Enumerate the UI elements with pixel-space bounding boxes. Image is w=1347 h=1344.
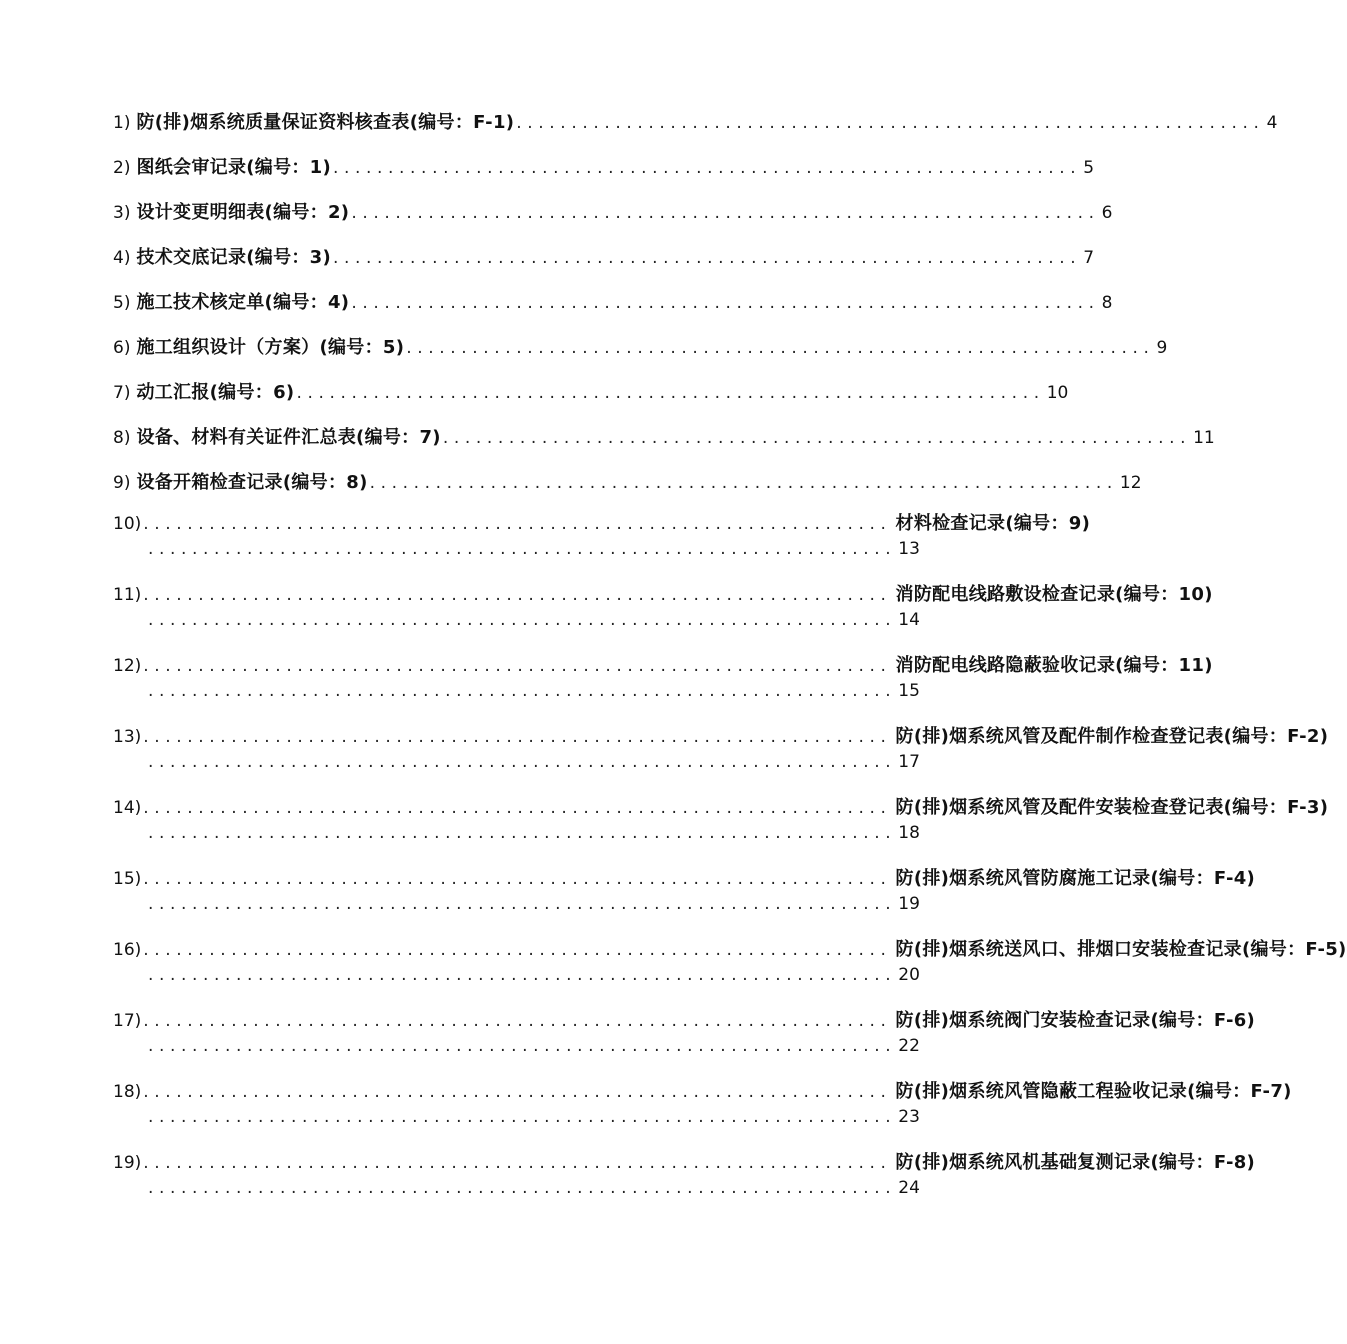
dot-leader: .................................................................... [143,1153,892,1173]
dot-leader: .................................................................... [143,1082,892,1102]
toc-entry-number: 3) [113,203,131,223]
dot-leader: .................................................................... [351,203,1100,223]
toc-entry-number: 9) [113,473,131,493]
dot-leader: .................................................................... [148,965,897,985]
dot-leader: .................................................................... [351,293,1100,313]
toc-entry-title: 防(排)烟系统送风口、排烟口安装检查记录(编号：F-5) [895,939,1347,960]
toc-entry-number: 16) [113,940,142,960]
toc-entry-title: 消防配电线路敷设检查记录(编号：10) [895,584,1213,605]
toc-entry[interactable] [113,419,1215,464]
toc-entry[interactable] [113,793,1329,864]
toc-entry[interactable] [113,864,1256,935]
toc-entry-number: 8) [113,428,131,448]
dot-leader: .................................................................... [148,1178,897,1198]
toc-entry[interactable] [113,149,1095,194]
toc-entry-number: 14) [113,798,142,818]
toc-entry[interactable] [113,580,1213,651]
toc-entry-page: 19 [898,894,920,914]
toc-entry-page: 23 [898,1107,920,1127]
toc-entry-number: 12) [113,656,142,676]
toc-entry-page: 20 [898,965,920,985]
toc-entry-page: 9 [1156,338,1168,358]
toc-entry-number: 10) [113,514,142,534]
toc-entry-number: 2) [113,158,131,178]
table-of-contents [113,104,1347,1219]
toc-entry-number: 13) [113,727,142,747]
toc-entry-title: 防(排)烟系统阀门安装检查记录(编号：F-6) [895,1010,1256,1031]
dot-leader: .................................................................... [143,585,892,605]
toc-entry[interactable] [113,374,1069,419]
toc-entry-title: 防(排)烟系统风管防腐施工记录(编号：F-4) [895,868,1256,889]
dot-leader: .................................................................... [148,1107,897,1127]
toc-entry[interactable] [113,104,1278,149]
toc-entry-page: 6 [1101,203,1113,223]
toc-entry-page: 5 [1083,158,1095,178]
toc-entry-page: 13 [898,539,920,559]
dot-leader: .................................................................... [369,473,1118,493]
dot-leader: .................................................................... [143,798,892,818]
toc-entry-title: 施工组织设计（方案）(编号：5) [136,337,405,358]
toc-entry[interactable] [113,329,1168,374]
dot-leader: .................................................................... [406,338,1155,358]
toc-entry-title: 防(排)烟系统风管隐蔽工程验收记录(编号：F-7) [895,1081,1292,1102]
toc-entry[interactable] [113,464,1142,509]
toc-entry-title: 防(排)烟系统质量保证资料核查表(编号：F-1) [136,112,515,133]
dot-leader: .................................................................... [143,1011,892,1031]
toc-entry-number: 18) [113,1082,142,1102]
dot-leader: .................................................................... [148,610,897,630]
dot-leader: .................................................................... [148,752,897,772]
toc-entry-page: 11 [1193,428,1215,448]
toc-entry[interactable] [113,509,1091,580]
dot-leader: .................................................................... [143,940,892,960]
toc-entry-title: 防(排)烟系统风管及配件安装检查登记表(编号：F-3) [895,797,1329,818]
toc-entry[interactable] [113,722,1329,793]
toc-entry-page: 22 [898,1036,920,1056]
dot-leader: .................................................................... [148,1036,897,1056]
dot-leader: .................................................................... [148,894,897,914]
toc-entry-title: 消防配电线路隐蔽验收记录(编号：11) [895,655,1213,676]
toc-entry-page: 14 [898,610,920,630]
toc-entry[interactable] [113,1006,1256,1077]
toc-entry[interactable] [113,935,1347,1006]
toc-entry-number: 7) [113,383,131,403]
toc-entry[interactable] [113,239,1095,284]
toc-entry[interactable] [113,651,1213,722]
toc-entry-title: 技术交底记录(编号：3) [136,247,332,268]
toc-entry-title: 防(排)烟系统风管及配件制作检查登记表(编号：F-2) [895,726,1329,747]
dot-leader: .................................................................... [333,248,1082,268]
dot-leader: .................................................................... [143,656,892,676]
dot-leader: .................................................................... [143,727,892,747]
toc-entry-page: 17 [898,752,920,772]
dot-leader: .................................................................... [516,113,1265,133]
toc-entry-number: 17) [113,1011,142,1031]
toc-entry-page: 15 [898,681,920,701]
toc-entry-page: 8 [1101,293,1113,313]
dot-leader: .................................................................... [148,539,897,559]
toc-entry[interactable] [113,1148,1256,1219]
toc-entry-page: 7 [1083,248,1095,268]
dot-leader: .................................................................... [148,681,897,701]
toc-entry-number: 6) [113,338,131,358]
toc-entry-number: 1) [113,113,131,133]
toc-entry-title: 图纸会审记录(编号：1) [136,157,332,178]
toc-entry-title: 材料检查记录(编号：9) [895,513,1091,534]
toc-entry-page: 24 [898,1178,920,1198]
toc-entry-number: 11) [113,585,142,605]
toc-entry-title: 设备、材料有关证件汇总表(编号：7) [136,427,441,448]
dot-leader: .................................................................... [143,869,892,889]
toc-entry-page: 4 [1266,113,1278,133]
toc-entry-title: 设计变更明细表(编号：2) [136,202,350,223]
toc-entry[interactable] [113,194,1113,239]
toc-entry-number: 15) [113,869,142,889]
toc-entry-page: 10 [1046,383,1069,403]
toc-entry-number: 5) [113,293,131,313]
toc-entry-page: 18 [898,823,920,843]
dot-leader: .................................................................... [143,514,892,534]
toc-entry-page: 12 [1119,473,1142,493]
dot-leader: .................................................................... [296,383,1045,403]
toc-entry-title: 施工技术核定单(编号：4) [136,292,350,313]
dot-leader: .................................................................... [148,823,897,843]
toc-entry-number: 19) [113,1153,142,1173]
toc-entry-title: 动工汇报(编号：6) [136,382,295,403]
toc-entry-number: 4) [113,248,131,268]
dot-leader: .................................................................... [333,158,1082,178]
toc-entry[interactable] [113,1077,1292,1148]
toc-entry-title: 防(排)烟系统风机基础复测记录(编号：F-8) [895,1152,1256,1173]
toc-entry[interactable] [113,284,1113,329]
toc-entry-title: 设备开箱检查记录(编号：8) [136,472,368,493]
dot-leader: .................................................................... [442,428,1192,448]
